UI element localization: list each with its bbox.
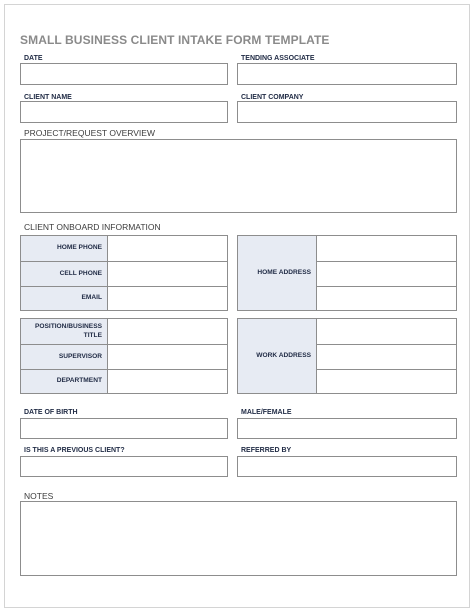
date-label: DATE: [24, 55, 43, 62]
date-field[interactable]: [20, 63, 228, 85]
work-address-table: [237, 318, 457, 394]
date-of-birth-field[interactable]: [20, 418, 228, 439]
male-female-field[interactable]: [237, 418, 457, 439]
client-name-label: CLIENT NAME: [24, 94, 72, 101]
client-company-label: CLIENT COMPANY: [241, 94, 304, 101]
work-address-label: WORK ADDRESS: [238, 319, 317, 393]
tending-associate-field[interactable]: [237, 63, 457, 85]
work-table: [20, 318, 228, 394]
contact-table: [20, 235, 228, 311]
referred-by-field[interactable]: [237, 456, 457, 477]
notes-field[interactable]: [20, 501, 457, 576]
onboard-info-heading: CLIENT ONBOARD INFORMATION: [24, 222, 161, 232]
project-overview-field[interactable]: [20, 139, 457, 213]
home-address-label: HOME ADDRESS: [238, 236, 317, 310]
cell-phone-field[interactable]: [108, 261, 227, 286]
referred-by-label: REFERRED BY: [241, 447, 292, 454]
email-label: EMAIL: [21, 286, 108, 310]
home-address-line-1[interactable]: [317, 236, 456, 261]
home-phone-field[interactable]: [108, 236, 227, 261]
cell-phone-label: CELL PHONE: [21, 261, 108, 286]
previous-client-label: IS THIS A PREVIOUS CLIENT?: [24, 447, 125, 454]
male-female-label: MALE/FEMALE: [241, 409, 292, 416]
home-address-line-2[interactable]: [317, 261, 456, 286]
client-name-field[interactable]: [20, 101, 228, 123]
tending-associate-label: TENDING ASSOCIATE: [241, 55, 315, 62]
home-address-table: [237, 235, 457, 311]
previous-client-field[interactable]: [20, 456, 228, 477]
position-title-label: POSITION/BUSINESS TITLE: [21, 319, 108, 344]
form-title: SMALL BUSINESS CLIENT INTAKE FORM TEMPLATE: [20, 33, 330, 47]
department-field[interactable]: [108, 369, 227, 393]
work-address-line-3[interactable]: [317, 369, 456, 393]
supervisor-field[interactable]: [108, 344, 227, 369]
position-title-field[interactable]: [108, 319, 227, 344]
home-phone-label: HOME PHONE: [21, 236, 108, 261]
email-field[interactable]: [108, 286, 227, 310]
work-address-line-2[interactable]: [317, 344, 456, 369]
supervisor-label: SUPERVISOR: [21, 344, 108, 369]
date-of-birth-label: DATE OF BIRTH: [24, 409, 78, 416]
project-overview-heading: PROJECT/REQUEST OVERVIEW: [24, 128, 155, 138]
home-address-line-3[interactable]: [317, 286, 456, 310]
work-address-line-1[interactable]: [317, 319, 456, 344]
client-company-field[interactable]: [237, 101, 457, 123]
department-label: DEPARTMENT: [21, 369, 108, 393]
notes-heading: NOTES: [24, 491, 54, 501]
